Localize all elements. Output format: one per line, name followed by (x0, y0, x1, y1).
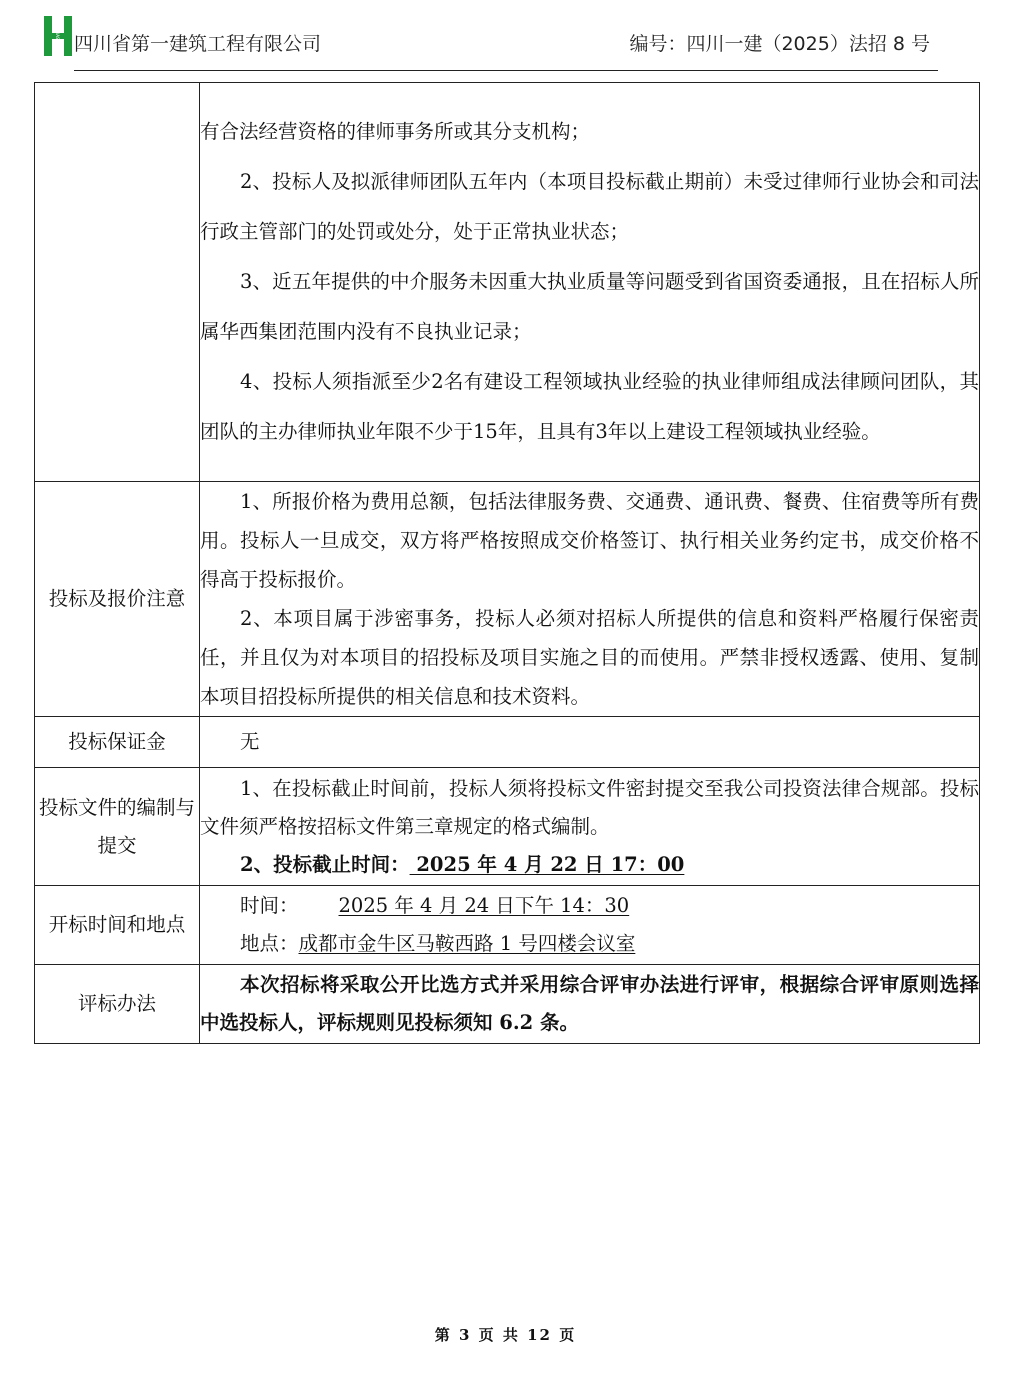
deadline-value: 2025 年 4 月 22 日 17：00 (409, 852, 685, 876)
tender-info-table (34, 82, 980, 1044)
row-deposit (35, 717, 980, 768)
header-divider (74, 70, 938, 71)
submission-p1: 1、在投标截止时间前，投标人须将投标文件密封提交至我公司投资法律合规部。投标文件须严格按招标文件第三章规定的格式编制。 (200, 776, 979, 838)
page-header (42, 16, 938, 72)
row-opening (35, 886, 980, 965)
row-evaluation (35, 965, 980, 1044)
pricing-label: 投标及报价注意 (35, 482, 200, 717)
submission-content-cell (200, 768, 980, 886)
evaluation-content-cell (200, 965, 980, 1044)
qualification-p3: 4、投标人须指派至少2名有建设工程领域执业经验的执业律师组成法律顾问团队，其团队的主办律师执业年限不少于15年，且具有3年以上建设工程领域执业经验。 (200, 370, 979, 443)
opening-place (200, 925, 979, 963)
pricing-p2: 2、本项目属于涉密事务，投标人必须对招标人所提供的信息和资料严格履行保密责任，并且仅为对本项目的招投标及项目实施之目的而使用。严禁非授权透露、使用、复制本项目招投标所提供的相关信息和技术资料。 (200, 607, 979, 708)
document-number: 编号：四川一建（2025）法招 8 号 (629, 33, 930, 55)
deposit-label: 投标保证金 (35, 717, 200, 768)
logo-text: HUASHI (55, 28, 60, 44)
qualification-p2: 3、近五年提供的中介服务未因重大执业质量等问题受到省国资委通报，且在招标人所属华西集团范围内没有不良执业记录； (200, 270, 979, 343)
qualification-label-cell (35, 83, 200, 482)
qualification-p1: 2、投标人及拟派律师团队五年内（本项目投标截止期前）未受过律师行业协会和司法行政主管部门的处罚或处分，处于正常执业状态； (200, 170, 979, 243)
company-logo-icon (44, 16, 72, 56)
qualification-p0: 有合法经营资格的律师事务所或其分支机构； (200, 120, 591, 143)
row-submission (35, 768, 980, 886)
row-pricing (35, 482, 980, 717)
evaluation-label: 评标办法 (35, 965, 200, 1044)
deposit-value: 无 (240, 730, 260, 753)
opening-label: 开标时间和地点 (35, 886, 200, 965)
deposit-content-cell (200, 717, 980, 768)
opening-place-label: 地点： (240, 932, 299, 955)
company-name: 四川省第一建筑工程有限公司 (74, 33, 322, 55)
submission-deadline (200, 846, 979, 884)
deadline-label: 2、投标截止时间： (240, 852, 410, 876)
opening-time-value: 2025 年 4 月 24 日下午 14：30 (338, 894, 630, 917)
opening-time-label: 时间： (240, 894, 299, 917)
opening-content-cell (200, 886, 980, 965)
pricing-p1: 1、所报价格为费用总额，包括法律服务费、交通费、通讯费、餐费、住宿费等所有费用。投标人一旦成交，双方将严格按照成交价格签订、执行相关业务约定书，成交价格不得高于投标报价。 (200, 490, 979, 591)
submission-label: 投标文件的编制与提交 (35, 768, 200, 886)
opening-time (200, 887, 979, 925)
evaluation-text: 本次招标将采取公开比选方式并采用综合评审办法进行评审，根据综合评审原则选择中选投标人，评标规则见投标须知 6.2 条。 (200, 973, 979, 1034)
opening-place-value: 成都市金牛区马鞍西路 1 号四楼会议室 (298, 932, 636, 955)
pricing-content-cell (200, 482, 980, 717)
qualification-content-cell (200, 83, 980, 482)
row-qualification (35, 83, 980, 482)
page-number: 第 3 页 共 12 页 (434, 1326, 577, 1344)
